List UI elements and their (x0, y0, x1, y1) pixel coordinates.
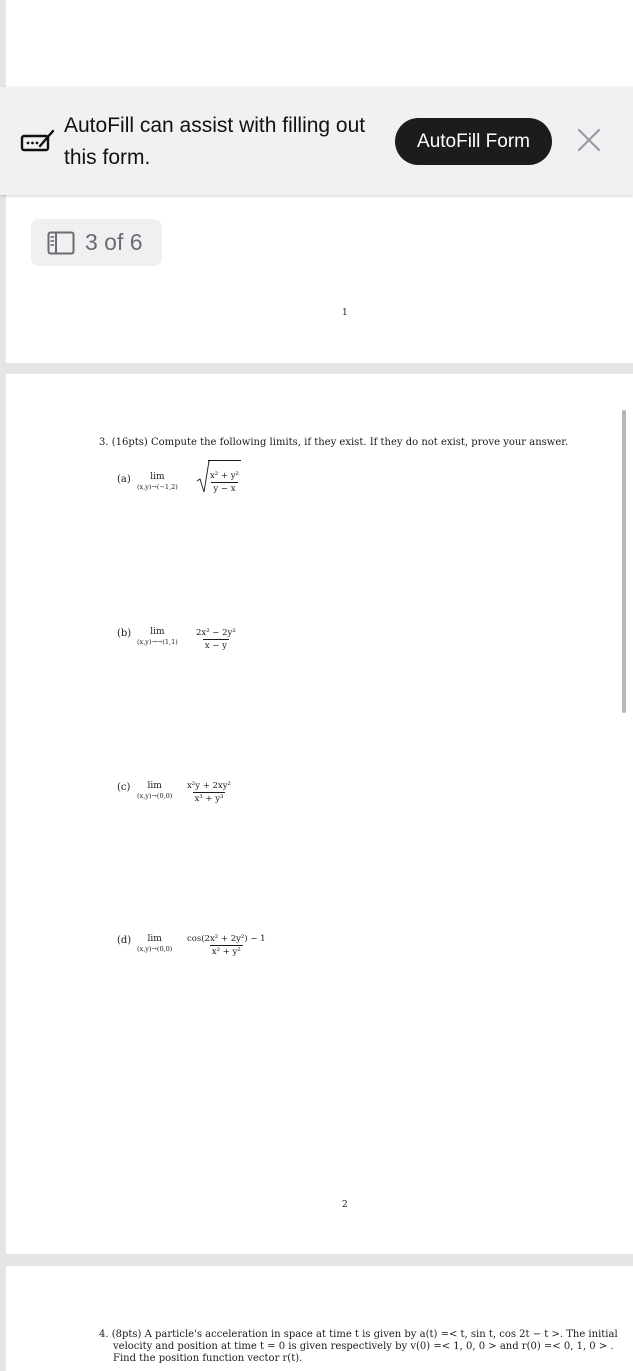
numerator: x² + y² (210, 471, 239, 481)
close-icon[interactable] (574, 125, 604, 155)
part-b-fraction (194, 620, 238, 651)
part-c-fraction (185, 773, 233, 804)
question-4-line: 4. (8pts) A particle's acceleration in space at time t is given by a(t) =< t, sin t, cos 2t − t >. The initial (99, 1329, 618, 1340)
lim-text: lim (150, 472, 165, 482)
lim-text: lim (150, 627, 165, 637)
lim-subscript: (x,y)→(−1,2) (137, 483, 178, 491)
page-indicator[interactable] (31, 219, 162, 266)
part-a-radicand (208, 460, 241, 494)
lim-subscript: (x,y)→→(1,1) (137, 638, 178, 646)
page-number: 2 (342, 1200, 348, 1210)
numerator: 2x² − 2y² (196, 628, 236, 638)
denominator: x − y (204, 641, 227, 651)
lim-subscript: (x,y)→(0,0) (137, 945, 173, 953)
numerator: x²y + 2xy² (187, 781, 231, 791)
pdf-page-2 (6, 374, 633, 1254)
part-b-limit (137, 627, 178, 646)
denominator: x³ + y³ (194, 794, 224, 804)
part-b-label: (b) (117, 628, 132, 639)
part-a-label: (a) (117, 474, 131, 485)
autofill-message: AutoFill can assist with filling out this form. (64, 114, 366, 169)
part-c-label: (c) (117, 782, 131, 793)
question-3-header: 3. (16pts) Compute the following limits, if they exist. If they do not exist, prove your answer. (99, 437, 569, 448)
question-4-line: Find the position function vector r(t). (113, 1353, 303, 1364)
lim-text: lim (147, 934, 162, 944)
page-thumbnail-icon (47, 231, 75, 255)
part-a-limit (137, 472, 178, 491)
part-d-fraction (185, 926, 268, 957)
page-number: 1 (342, 308, 348, 318)
question-4-line: velocity and position at time t = 0 is given respectively by v(0) =< 1, 0, 0 > and r(0) =< 0, 1, 0 > . (113, 1341, 614, 1352)
denominator: x² + y² (211, 947, 241, 957)
part-d-label: (d) (117, 935, 132, 946)
lim-text: lim (147, 781, 162, 791)
scrollbar[interactable] (622, 410, 626, 713)
numerator: cos(2x² + 2y²) − 1 (187, 934, 266, 944)
part-c-limit (137, 781, 172, 800)
denominator: y − x (213, 484, 236, 494)
question-4 (99, 1329, 618, 1365)
autofill-form-icon (20, 126, 56, 154)
page-indicator-text: 3 of 6 (85, 229, 143, 255)
autofill-form-button[interactable]: AutoFill Form (395, 118, 552, 165)
lim-subscript: (x,y)→(0,0) (137, 792, 173, 800)
part-d-limit (137, 934, 172, 953)
